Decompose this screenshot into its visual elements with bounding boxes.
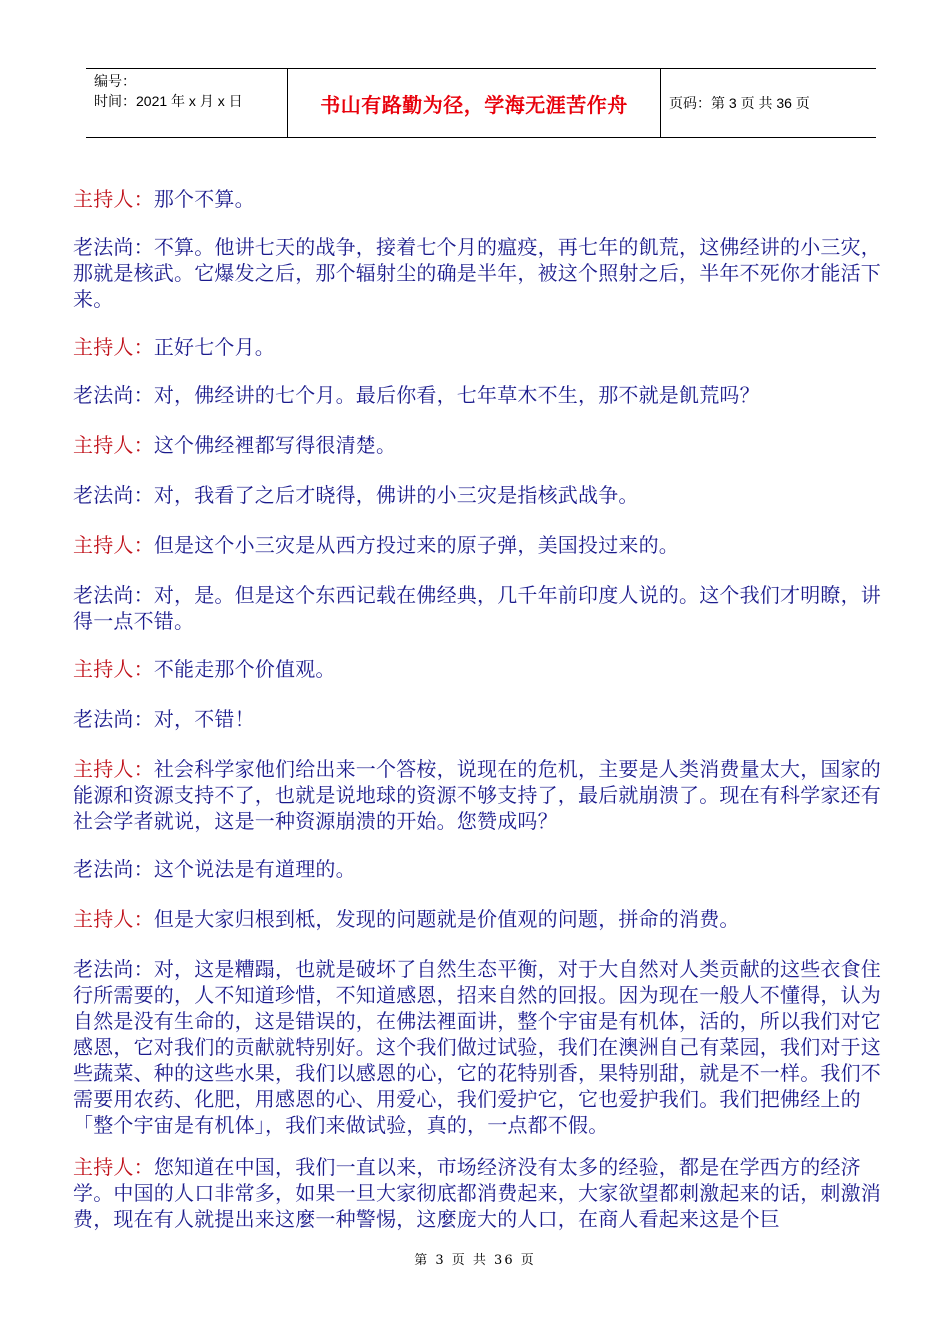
speaker-label: 主持人： bbox=[73, 433, 154, 457]
dialogue-paragraph bbox=[73, 906, 893, 932]
speaker-label: 老法尚： bbox=[73, 235, 154, 259]
speaker-label: 老法尚： bbox=[73, 707, 154, 731]
dialogue-paragraph bbox=[73, 1154, 893, 1232]
dialogue-paragraph bbox=[73, 582, 893, 634]
paragraph-text: 对，不错！ bbox=[153, 707, 255, 731]
paragraph-text: 对，我看了之后才晓得，佛讲的小三灾是指核武战争。 bbox=[153, 483, 639, 507]
dialogue-paragraph bbox=[73, 234, 893, 312]
speaker-label: 主持人： bbox=[73, 907, 154, 931]
speaker-label: 老法尚： bbox=[73, 857, 154, 881]
speaker-label: 主持人： bbox=[73, 533, 154, 557]
paragraph-text: 这个说法是有道理的。 bbox=[153, 857, 356, 881]
footer-page-number: 第 3 页 共 36 页 bbox=[414, 1253, 536, 1268]
speaker-label: 主持人： bbox=[73, 1155, 154, 1179]
dialogue-paragraph bbox=[73, 532, 893, 558]
speaker-label: 主持人： bbox=[73, 757, 154, 781]
dialogue-paragraph bbox=[73, 656, 893, 682]
header-meta-cell bbox=[86, 69, 288, 137]
dialogue-paragraph bbox=[73, 856, 893, 882]
page-label: 页码：第 3 页 共 36 页 bbox=[669, 95, 810, 111]
speaker-label: 老法尚： bbox=[73, 383, 154, 407]
paragraph-text: 对，佛经讲的七个月。最后你看，七年草木不生，那不就是飢荒吗？ bbox=[153, 383, 760, 407]
paragraph-text: 这个佛经裡都写得很清楚。 bbox=[153, 433, 397, 457]
dialogue-paragraph bbox=[73, 334, 893, 360]
dialogue-paragraph bbox=[73, 482, 893, 508]
header-motto-cell bbox=[288, 69, 661, 137]
speaker-label: 老法尚： bbox=[73, 957, 154, 981]
dialogue-paragraph bbox=[73, 756, 893, 834]
paragraph-text: 不算。他讲七天的战争，接着七个月的瘟疫，再七年的飢荒，这佛经讲的小三灾，那就是核武。它爆发之后，那个辐射尘的确是半年，被这个照射之后，半年不死你才能活下来。 bbox=[73, 235, 882, 311]
page-footer bbox=[0, 1249, 950, 1268]
paragraph-text: 那个不算。 bbox=[153, 187, 255, 211]
time-label: 时间：2021 年 x 月 x 日 bbox=[94, 93, 243, 109]
speaker-label: 主持人： bbox=[73, 187, 154, 211]
paragraph-text: 社会科学家他们给出来一个答桉，说现在的危机，主要是人类消费量太大，国家的能源和资源支持不了，也就是说地球的资源不够支持了，最后就崩溃了。现在有科学家还有社会学者就说，这是一种资源崩溃的开始。您赞成吗？ bbox=[73, 757, 882, 833]
speaker-label: 老法尚： bbox=[73, 483, 154, 507]
dialogue-paragraph bbox=[73, 706, 893, 732]
dialogue-paragraph bbox=[73, 382, 893, 408]
paragraph-text: 但是这个小三灾是从西方投过来的原子弹，美国投过来的。 bbox=[153, 533, 680, 557]
paragraph-text: 对，这是糟蹋，也就是破坏了自然生态平衡，对于大自然对人类贡献的这些衣食住行所需要的，人不知道珍惜，不知道感恩，招来自然的回报。因为现在一般人不懂得，认为自然是没有生命的，这是错误的，在佛法裡面讲，整个宇宙是有机体，活的，所以我们对它感恩，它对我们的贡献就特别好。这个我们做过试验，我们在澳洲自己有菜园，我们对于这些蔬菜、种的这些水果，我们以感恩的心，它的花特别香，果特别甜，就是不一样。我们不需要用农药、化肥，用感恩的心、用爱心，我们爱护它，它也爱护我们。我们把佛经上的「整个宇宙是有机体」，我们来做试验，真的，一点都不假。 bbox=[73, 957, 882, 1137]
speaker-label: 主持人： bbox=[73, 657, 154, 681]
header-page-cell bbox=[661, 69, 876, 137]
paragraph-text: 正好七个月。 bbox=[153, 335, 276, 359]
number-label: 编号： bbox=[94, 73, 136, 89]
motto-text: 书山有路勤为径，学海无涯苦作舟 bbox=[320, 92, 628, 117]
dialogue-paragraph bbox=[73, 432, 893, 458]
dialogue-paragraph bbox=[73, 186, 893, 212]
paragraph-text: 对，是。但是这个东西记载在佛经典，几千年前印度人说的。这个我们才明瞭，讲得一点不错。 bbox=[73, 583, 882, 633]
paragraph-text: 不能走那个价值观。 bbox=[153, 657, 336, 681]
header-table bbox=[86, 68, 876, 138]
paragraph-text: 您知道在中国，我们一直以来，市场经济没有太多的经验，都是在学西方的经济学。中国的人口非常多，如果一旦大家彻底都消费起来，大家欲望都刺激起来的话，刺激消费，现在有人就提出来这麼一种警惕，这麼庞大的人口，在商人看起来这是个巨 bbox=[73, 1155, 881, 1231]
dialogue-paragraph bbox=[73, 956, 893, 1138]
paragraph-text: 但是大家归根到柢，发现的问题就是价值观的问题，拼命的消费。 bbox=[153, 907, 740, 931]
speaker-label: 主持人： bbox=[73, 335, 154, 359]
speaker-label: 老法尚： bbox=[73, 583, 154, 607]
